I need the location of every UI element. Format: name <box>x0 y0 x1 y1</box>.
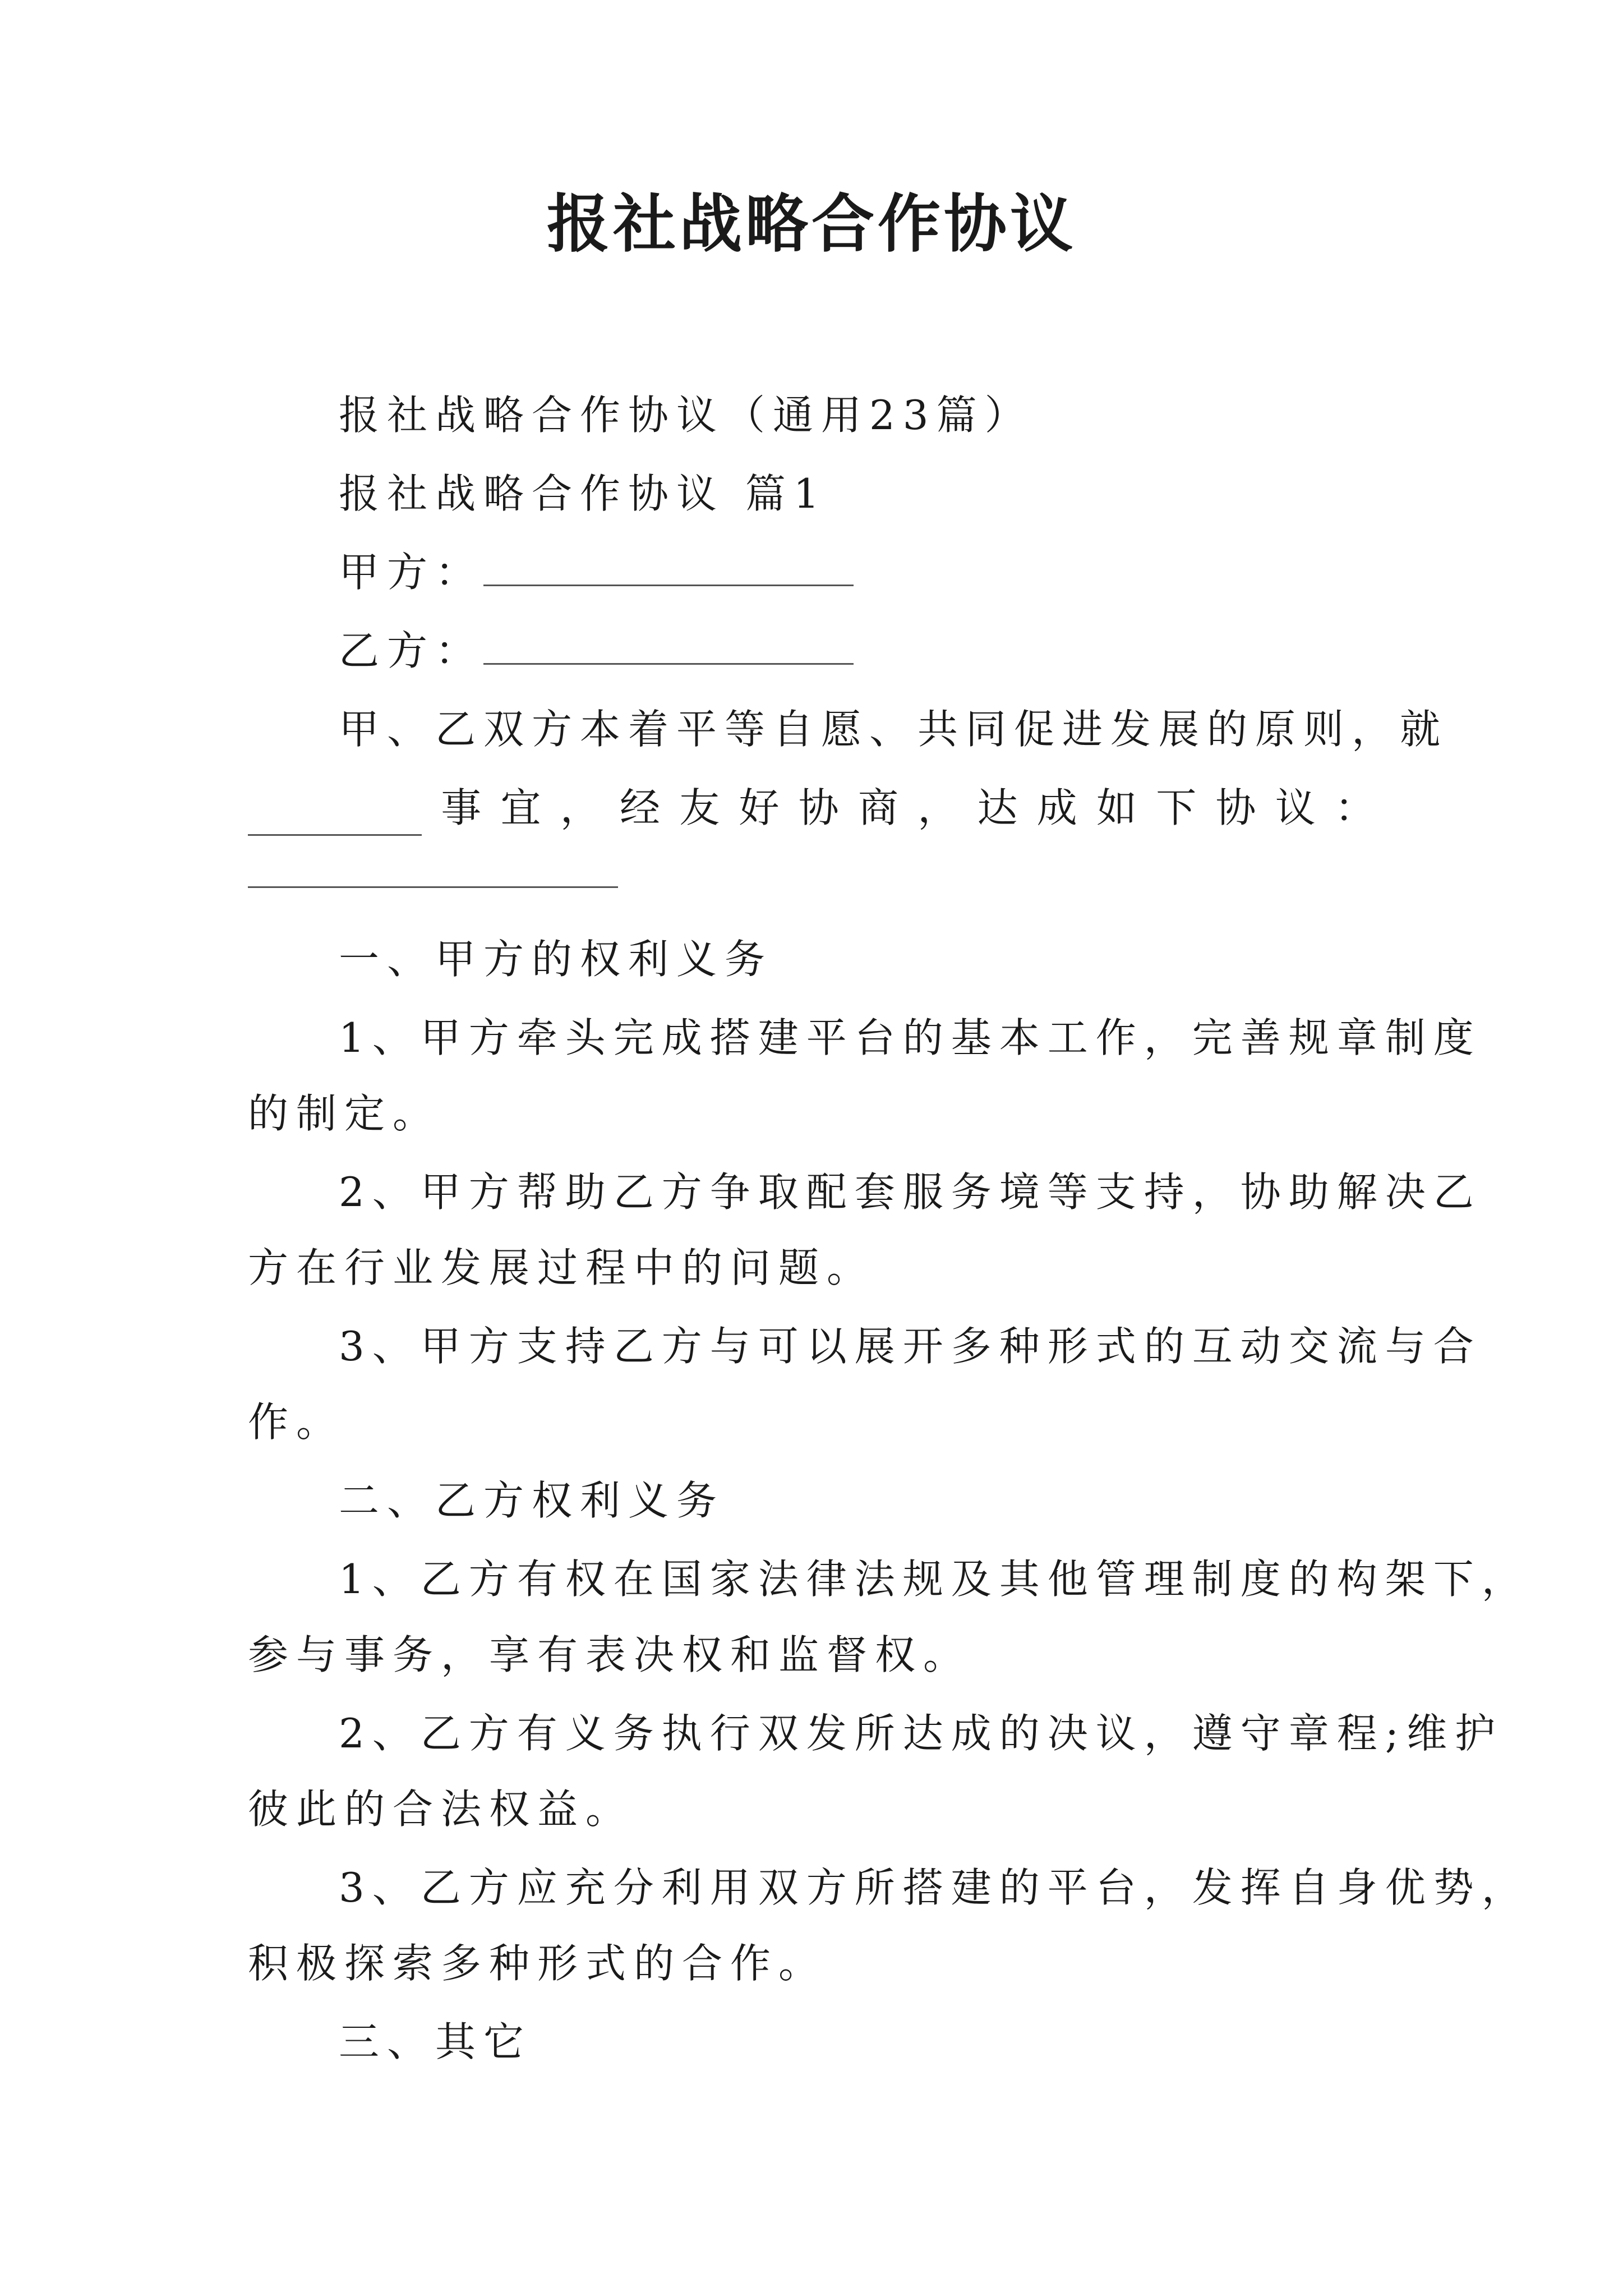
intro-char: 友 <box>679 784 720 831</box>
intro-line-2 <box>248 780 1375 836</box>
party-a-blank <box>483 545 854 586</box>
s3-heading: 三、其它 <box>339 2018 532 2065</box>
intro-char: 议 <box>1275 784 1316 831</box>
s2-heading: 二、乙方权利义务 <box>339 1477 725 1524</box>
s2-p3-line2: 积极探索多种形式的合作。 <box>248 1940 827 1987</box>
s1-p2-line2: 方在行业发展过程中的问题。 <box>248 1244 875 1291</box>
intro-char: ： <box>1334 784 1375 831</box>
s2-p1-line1: 1、乙方有权在国家法律法规及其他管理制度的构架下， <box>339 1556 1530 1603</box>
s1-p3-line1: 3、甲方支持乙方与可以展开多种形式的互动交流与合 <box>339 1323 1482 1370</box>
party-a-label: 甲方： <box>339 549 484 596</box>
s2-p2-line1: 2、乙方有义务执行双发所达成的决议，遵守章程;维护 <box>339 1710 1504 1757</box>
intro-char: 协 <box>1215 784 1256 831</box>
s1-p2-line1: 2、甲方帮助乙方争取配套服务境等支持，协助解决乙 <box>339 1168 1482 1216</box>
s1-heading: 一、甲方的权利义务 <box>339 936 773 983</box>
party-a-line <box>339 544 854 600</box>
section-heading: 报社战略合作协议 篇1 <box>339 470 827 517</box>
intro-char: 经 <box>619 784 660 831</box>
party-b-line <box>339 623 854 679</box>
s2-p3-line1: 3、乙方应充分利用双方所搭建的平台，发挥自身优势， <box>339 1864 1530 1911</box>
document-subtitle: 报社战略合作协议（通用23篇） <box>339 392 1033 439</box>
intro-char: 成 <box>1036 784 1077 831</box>
party-b-blank <box>483 624 854 665</box>
intro-char: 下 <box>1156 784 1197 831</box>
intro-char: 如 <box>1096 784 1137 831</box>
intro-line-1: 甲、乙双方本着平等自愿、共同促进发展的原则，就 <box>339 706 1449 753</box>
intro-char: 协 <box>798 784 839 831</box>
intro-char: 好 <box>739 784 780 831</box>
intro-char: 达 <box>977 784 1018 831</box>
matter-blank <box>248 795 422 836</box>
document-title: 报社战略合作协议 <box>547 187 1076 261</box>
s1-p3-line2: 作。 <box>248 1398 345 1446</box>
s2-p2-line2: 彼此的合法权益。 <box>248 1786 634 1833</box>
intro-char: ， <box>917 784 958 831</box>
s2-p1-line2: 参与事务，享有表决权和监督权。 <box>248 1631 972 1678</box>
intro-char: ， <box>560 784 601 831</box>
agreement-blank <box>248 886 618 888</box>
intro-char: 商 <box>857 784 898 831</box>
s1-p1-line1: 1、甲方牵头完成搭建平台的基本工作，完善规章制度 <box>339 1014 1482 1061</box>
intro-char: 宜 <box>500 784 541 831</box>
party-b-label: 乙方： <box>339 627 484 674</box>
intro-char: 事 <box>441 784 482 831</box>
s1-p1-line2: 的制定。 <box>248 1090 441 1137</box>
